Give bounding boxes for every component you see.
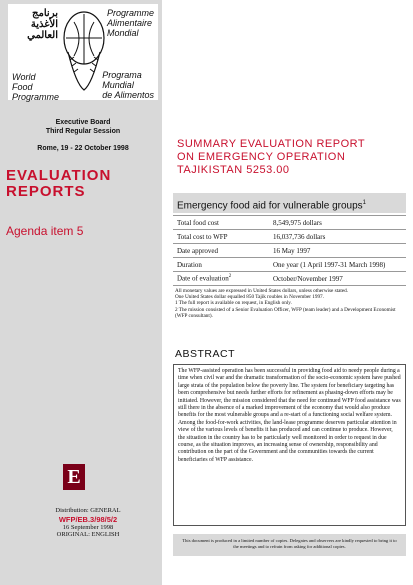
abstract-heading: ABSTRACT bbox=[175, 348, 236, 360]
board-line1: Executive Board bbox=[55, 119, 111, 126]
wfp-emblem-icon bbox=[62, 8, 106, 94]
table-row bbox=[173, 230, 406, 244]
logo-spanish-text: Programa Mundial de Alimentos bbox=[102, 70, 154, 100]
project-info-table bbox=[173, 215, 406, 286]
row-value: 16,037,736 dollars bbox=[269, 230, 406, 244]
table-row bbox=[173, 258, 406, 272]
wfp-logo bbox=[8, 4, 158, 100]
document-number: WFP/EB.3/98/5/2 bbox=[58, 514, 118, 524]
footnote-ref: 1 bbox=[362, 200, 367, 206]
table-row bbox=[173, 216, 406, 230]
document-date: 16 September 1998 bbox=[62, 523, 114, 531]
distribution-label: Distribution: GENERAL bbox=[55, 507, 121, 514]
footnote-1: 1 The full report is available on request, in English only. bbox=[175, 300, 292, 307]
row-value: October/November 1997 bbox=[269, 272, 406, 286]
footnote-2: 2 The mission consisted of a Senior Evaluation Officer, WFP (team leader) and a Development Economist (WFP consultant). bbox=[175, 306, 396, 319]
distribution-block bbox=[40, 507, 136, 539]
row-label: Date approved bbox=[173, 244, 269, 258]
logo-arabic-text: برنامج الأغذية العالمي bbox=[27, 8, 58, 41]
row-label: Date of evaluation$^2$ bbox=[173, 272, 269, 286]
table-row bbox=[173, 272, 406, 286]
row-label: Total cost to WFP bbox=[173, 230, 269, 244]
row-value: 8,549,975 dollars bbox=[269, 216, 406, 230]
board-line2: Third Regular Session bbox=[45, 128, 121, 135]
left-sidebar bbox=[0, 0, 162, 585]
footer-notice: This document is produced in a limited number of copies. Delegates and observers are kindly requested to bring it to the meetings and to refrain from asking for additional copies. bbox=[173, 534, 406, 556]
logo-english-text: World Food Programme bbox=[12, 72, 60, 102]
agenda-item: Agenda item 5 bbox=[6, 224, 84, 238]
table-row bbox=[173, 244, 406, 258]
original-language: ORIGINAL: ENGLISH bbox=[56, 531, 120, 538]
report-title: SUMMARY EVALUATION REPORT ON EMERGENCY OPERATION TAJIKISTAN 5253.00 bbox=[177, 138, 366, 176]
note-line: One United States dollar equalled 850 Tajik roubles in November 1997. bbox=[175, 294, 324, 301]
row-value: 16 May 1997 bbox=[269, 244, 406, 258]
abstract-text: The WFP-assisted operation has been successful in providing food aid to needy people during a time when civil war and the dramatic transformation of the socio-economic system have pushed large strata of the population below the poverty line. The system for beneficiary targeting has been comprehensive but needs further efforts for refinement as phasing-down efforts may be initiated. However, the mission considered that the need for continued WFP food assistance was still there in the absence of a marked improvement of the economy that would also produce benefits for the most vulnerable groups and a re-start of a functioning social welfare system. Among the food-for-work activities, the land-lease programme deserves particular attention in view of the various levels of benefits it has produced and can continue to produce. However, the situation in the country has to be particularly well monitored in order to request in due course, as the situation improves, an increasing sense of ownership, responsibility and contribution on the part of the Government and the communities towards the current beneficiaries of WFP assistance. bbox=[178, 368, 401, 463]
executive-board-block bbox=[8, 118, 158, 153]
footnote-ref: 2 bbox=[228, 274, 232, 280]
language-e-icon: E bbox=[63, 464, 85, 490]
evaluation-reports-heading: EVALUATION REPORTS bbox=[6, 167, 112, 200]
row-value: One year (1 April 1997-31 March 1998) bbox=[269, 258, 406, 272]
row-label: Duration bbox=[173, 258, 269, 272]
logo-french-text: Programme Alimentaire Mondial bbox=[106, 8, 154, 38]
session-date: Rome, 19 - 22 October 1998 bbox=[37, 145, 129, 152]
abstract-box bbox=[173, 364, 406, 526]
report-subtitle: Emergency food aid for vulnerable groups$^1$ bbox=[173, 193, 406, 213]
row-label: Total food cost bbox=[173, 216, 269, 230]
monetary-notes bbox=[175, 288, 405, 319]
note-line: All monetary values are expressed in United States dollars, unless otherwise stated. bbox=[175, 288, 349, 294]
